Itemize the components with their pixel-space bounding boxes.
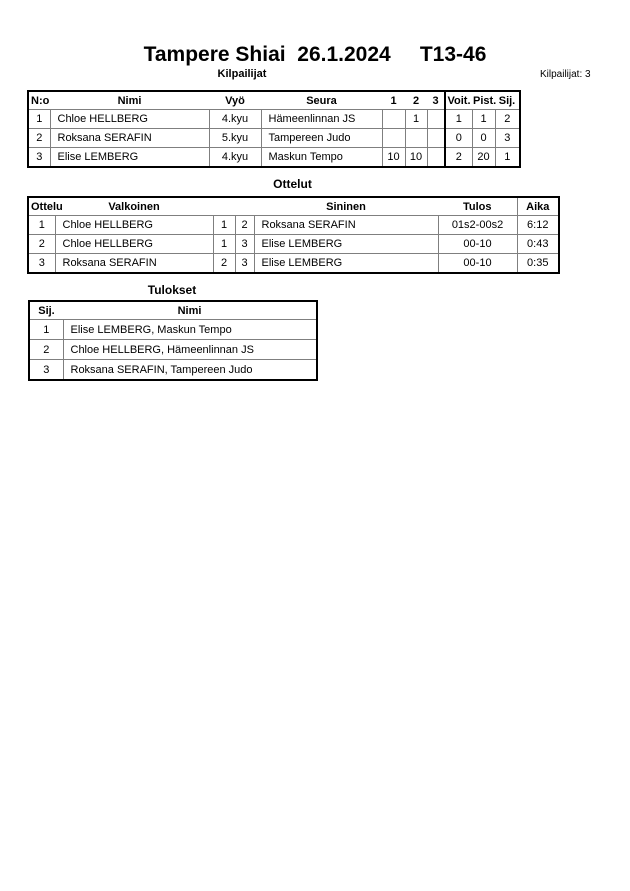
cell-round3 xyxy=(427,148,445,168)
tulokset-heading: Tulokset xyxy=(147,283,197,297)
cell-nimi: Elise LEMBERG xyxy=(50,148,209,168)
ottelut-table xyxy=(27,196,560,274)
cell-sininen: Elise LEMBERG xyxy=(254,235,438,254)
cell-vyo: 4.kyu xyxy=(209,148,261,168)
table-row xyxy=(28,235,559,254)
col-header-aika: Aika xyxy=(517,197,559,216)
cell-nimi: Elise LEMBERG, Maskun Tempo xyxy=(63,320,317,340)
col-header-nimi: Nimi xyxy=(117,94,142,107)
col-header-no: N:o xyxy=(31,94,50,107)
cell-blue-number: 2 xyxy=(235,216,254,235)
cell-sij: 2 xyxy=(495,110,520,129)
cell-seura: Hämeenlinnan JS xyxy=(261,110,382,129)
cell-sij: 3 xyxy=(495,129,520,148)
col-header-round3: 3 xyxy=(432,94,439,107)
ottelut-heading: Ottelut xyxy=(273,177,312,191)
cell-round3 xyxy=(427,129,445,148)
cell-tulos: 01s2-00s2 xyxy=(438,216,517,235)
cell-voit: 1 xyxy=(445,110,472,129)
cell-valkoinen: Chloe HELLBERG xyxy=(55,216,213,235)
cell-sininen: Roksana SERAFIN xyxy=(254,216,438,235)
cell-no: 3 xyxy=(28,148,50,168)
cell-white-number: 2 xyxy=(213,254,235,274)
col-header-tulos: Tulos xyxy=(462,200,492,213)
col-header-white-number xyxy=(213,197,235,216)
table-row xyxy=(29,320,317,340)
col-header-voit: Voit. xyxy=(445,91,472,110)
cell-no: 1 xyxy=(28,110,50,129)
cell-nimi: Roksana SERAFIN xyxy=(50,129,209,148)
cell-ottelu: 1 xyxy=(28,216,55,235)
cell-round1: 10 xyxy=(382,148,405,168)
col-header-sij: Sij. xyxy=(38,304,55,317)
table-header-row xyxy=(28,197,559,216)
col-header-blue-number xyxy=(235,197,254,216)
cell-round2: 1 xyxy=(405,110,427,129)
cell-ottelu: 3 xyxy=(28,254,55,274)
cell-tulos: 00-10 xyxy=(438,235,517,254)
cell-ottelu: 2 xyxy=(28,235,55,254)
cell-seura: Maskun Tempo xyxy=(261,148,382,168)
cell-round1 xyxy=(382,110,405,129)
cell-white-number: 1 xyxy=(213,216,235,235)
cell-blue-number: 3 xyxy=(235,235,254,254)
table-row xyxy=(28,110,520,129)
table-row xyxy=(28,254,559,274)
col-header-sininen: Sininen xyxy=(326,200,366,213)
cell-voit: 0 xyxy=(445,129,472,148)
table-header-row xyxy=(28,91,520,110)
table-header-row xyxy=(29,301,317,320)
cell-pist: 1 xyxy=(472,110,495,129)
cell-round3 xyxy=(427,110,445,129)
col-header-pist: Pist. xyxy=(473,94,497,107)
cell-pist: 0 xyxy=(472,129,495,148)
cell-sij: 2 xyxy=(29,340,63,360)
col-header-vyo: Vyö xyxy=(225,94,245,107)
table-row xyxy=(29,340,317,360)
cell-nimi: Chloe HELLBERG xyxy=(50,110,209,129)
table-row xyxy=(28,216,559,235)
col-header-sij: Sij. xyxy=(498,94,516,107)
cell-round2 xyxy=(405,129,427,148)
cell-sij: 3 xyxy=(29,360,63,381)
cell-valkoinen: Chloe HELLBERG xyxy=(55,235,213,254)
col-header-round2: 2 xyxy=(412,94,420,107)
cell-sininen: Elise LEMBERG xyxy=(254,254,438,274)
cell-sij: 1 xyxy=(29,320,63,340)
competitor-count: Kilpailijat: 3 xyxy=(540,69,591,80)
tulokset-table xyxy=(28,300,318,381)
page-title: Tampere Shiai 26.1.2024 T13-46 xyxy=(143,43,487,66)
cell-pist: 20 xyxy=(472,148,495,168)
cell-no: 2 xyxy=(28,129,50,148)
cell-round2: 10 xyxy=(405,148,427,168)
table-row xyxy=(28,129,520,148)
cell-aika: 0:35 xyxy=(517,254,559,274)
cell-seura: Tampereen Judo xyxy=(261,129,382,148)
cell-valkoinen: Roksana SERAFIN xyxy=(55,254,213,274)
col-header-seura: Seura xyxy=(306,94,337,107)
cell-blue-number: 3 xyxy=(235,254,254,274)
cell-tulos: 00-10 xyxy=(438,254,517,274)
kilpailijat-table xyxy=(27,90,521,168)
cell-round1 xyxy=(382,129,405,148)
cell-aika: 0:43 xyxy=(517,235,559,254)
cell-nimi: Chloe HELLBERG, Hämeenlinnan JS xyxy=(63,340,317,360)
cell-aika: 6:12 xyxy=(517,216,559,235)
cell-voit: 2 xyxy=(445,148,472,168)
cell-nimi: Roksana SERAFIN, Tampereen Judo xyxy=(63,360,317,381)
col-header-ottelu: Ottelu xyxy=(31,200,63,213)
kilpailijat-subtitle: Kilpailijat xyxy=(217,68,267,80)
col-header-round1: 1 xyxy=(390,94,397,107)
col-header-valkoinen: Valkoinen xyxy=(108,200,160,213)
table-row xyxy=(29,360,317,381)
col-header-nimi: Nimi xyxy=(177,304,202,317)
cell-vyo: 5.kyu xyxy=(209,129,261,148)
cell-sij: 1 xyxy=(495,148,520,168)
cell-white-number: 1 xyxy=(213,235,235,254)
cell-vyo: 4.kyu xyxy=(209,110,261,129)
table-row xyxy=(28,148,520,168)
